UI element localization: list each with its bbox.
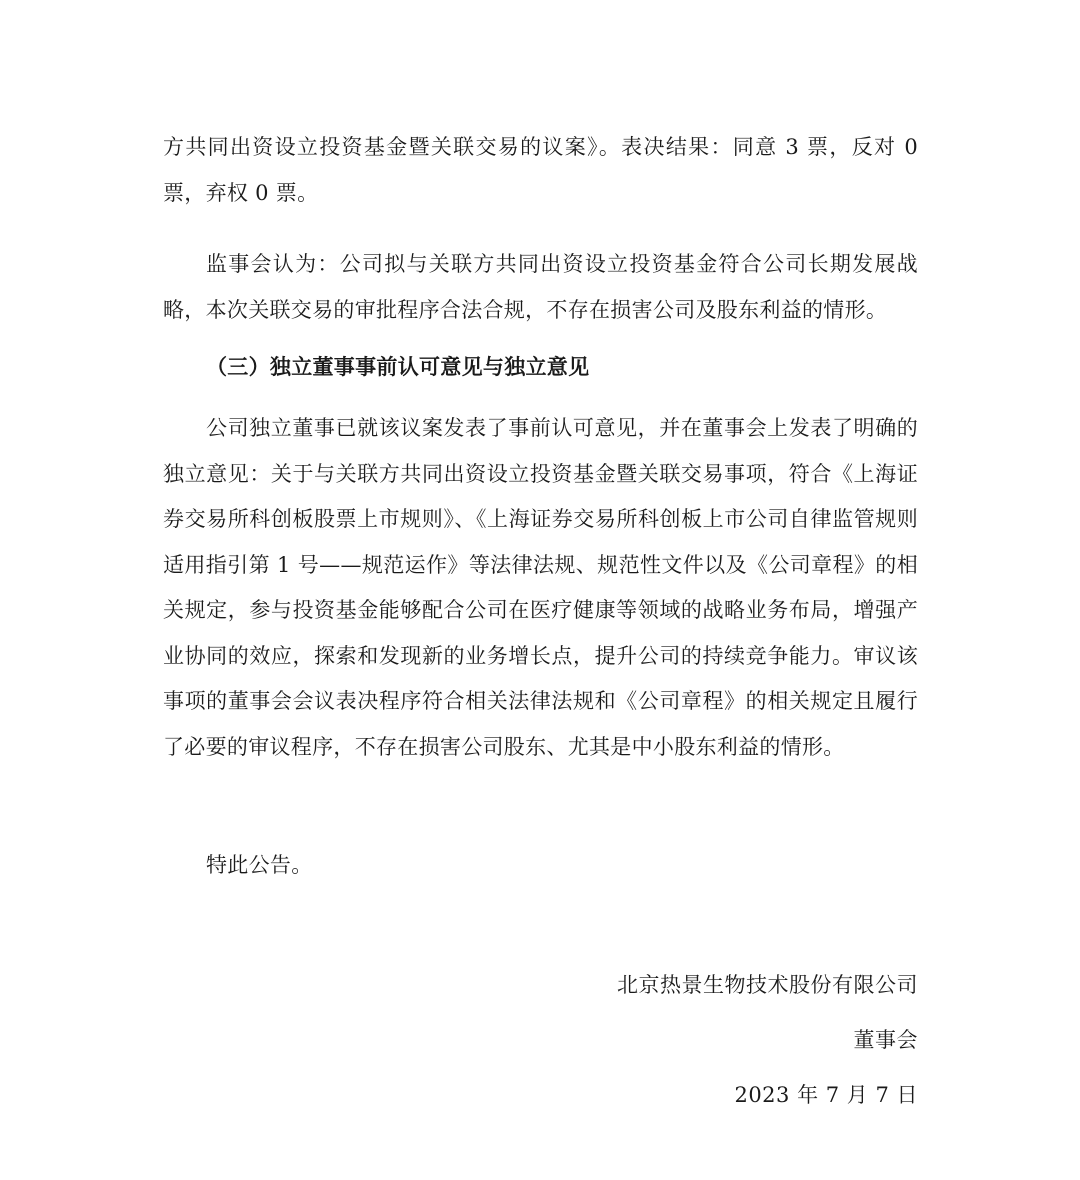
announcement-date: 2023 年 7 月 7 日 xyxy=(734,1083,918,1107)
supervisory-board-opinion-paragraph: 监事会认为：公司拟与关联方共同出资设立投资基金符合公司长期发展战略，本次关联交易的审批程序合法合规，不存在损害公司及股东利益的情形。 xyxy=(163,252,918,322)
independent-director-opinion-paragraph: 公司独立董事已就该议案发表了事前认可意见，并在董事会上发表了明确的独立意见：关于与关联方共同出资设立投资基金暨关联交易事项，符合《上海证券交易所科创板股票上市规则》、《上海证券交易所科创板上市公司自律监管规则适用指引第 1 号——规范运作》等法律法规、规范性文件以及《公司章程》的相关规定，参与投资基金能够配合公司在医疗健康等领域的战略业务布局，增强产业协同的效应，探索和发现新的业务增长点，提升公司的持续竞争能力。审议该事项的董事会会议表决程序符合相关法律法规和《公司章程》的相关规定且履行了必要的审议程序，不存在损害公司股东、尤其是中小股东利益的情形。 xyxy=(163,416,918,759)
company-name: 北京热景生物技术股份有限公司 xyxy=(617,973,918,997)
closing-statement: 特此公告。 xyxy=(206,853,313,877)
section-heading: （三）独立董事事前认可意见与独立意见 xyxy=(206,355,590,379)
board-name: 董事会 xyxy=(853,1028,918,1052)
vote-result-paragraph: 方共同出资设立投资基金暨关联交易的议案》。表决结果：同意 3 票，反对 0 票，弃权 0 票。 xyxy=(163,135,918,205)
